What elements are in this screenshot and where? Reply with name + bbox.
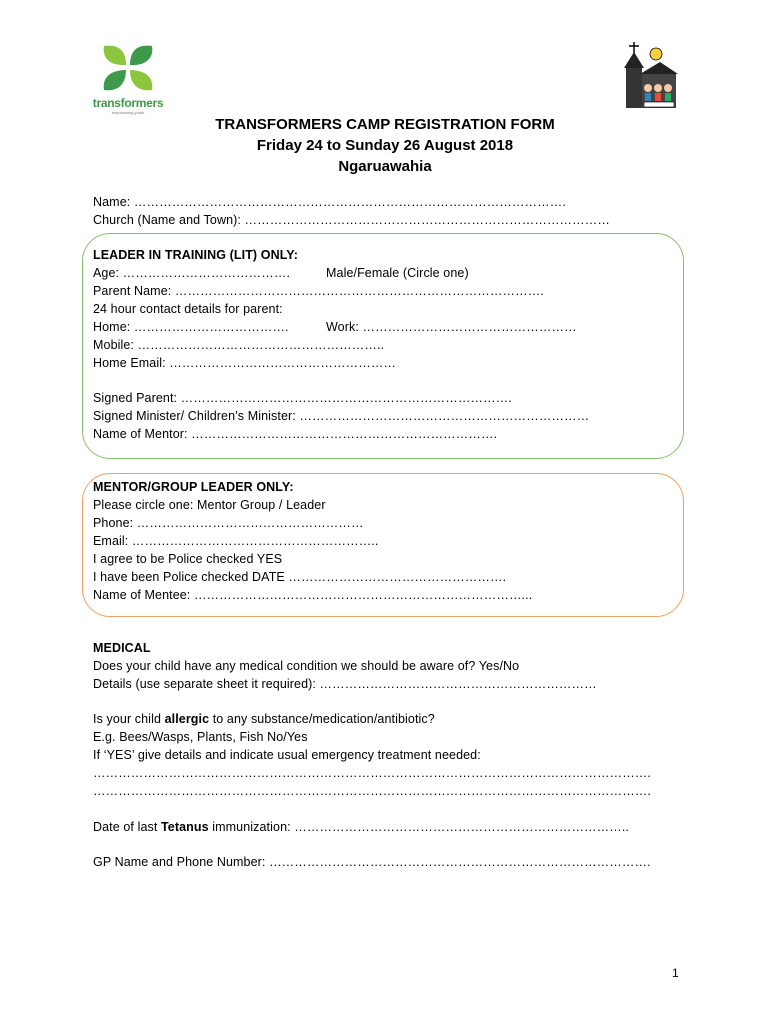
lit-heading: LEADER IN TRAINING (LIT) ONLY: xyxy=(93,248,299,262)
mentor-phone-field[interactable]: Phone: ……………………………………………… xyxy=(93,516,364,530)
tetanus-text-post: immunization: …………………………………………………………………….. xyxy=(208,820,630,834)
gender-field[interactable]: Male/Female (Circle one) xyxy=(326,266,469,280)
allergy-text-bold: allergic xyxy=(164,712,210,726)
medical-heading: MEDICAL xyxy=(93,641,151,655)
title-line-2: Friday 24 to Sunday 26 August 2018 xyxy=(256,137,514,154)
mentor-heading: MENTOR/GROUP LEADER ONLY: xyxy=(93,480,294,494)
contact-heading: 24 hour contact details for parent: xyxy=(93,302,283,316)
tetanus-text-pre: Date of last xyxy=(93,820,161,834)
church-field[interactable]: Church (Name and Town): …………………………………………………………………………… xyxy=(93,213,610,227)
form-title xyxy=(0,114,770,177)
mentee-name-field[interactable]: Name of Mentee: ……………………………………………………………………... xyxy=(93,588,533,602)
gp-field[interactable]: GP Name and Phone Number: ………………………………………………………………………………. xyxy=(93,855,651,869)
home-phone-field[interactable]: Home: ………………………………. xyxy=(93,320,289,334)
signed-minister-field[interactable]: Signed Minister/ Children’s Minister: …………………………………………………………… xyxy=(93,409,590,423)
church-icon xyxy=(620,40,680,112)
signed-parent-field[interactable]: Signed Parent: ……………………………………………………………………. xyxy=(93,391,512,405)
allergy-text-post: to any substance/medication/antibiotic? xyxy=(209,712,435,726)
logo-tagline: empowering youth xyxy=(111,110,145,115)
church-clipart xyxy=(620,40,680,112)
allergy-text-pre: Is your child xyxy=(93,712,165,726)
allergy-question[interactable] xyxy=(93,710,435,728)
cross-leaf-icon xyxy=(96,40,160,96)
mentor-name-field[interactable]: Name of Mentor: ………………………………………………………………. xyxy=(93,427,498,441)
police-agree-field[interactable]: I agree to be Police checked YES xyxy=(93,552,283,566)
parent-name-field[interactable]: Parent Name: ……………………………………………………………………………. xyxy=(93,284,544,298)
name-field[interactable]: Name: …………………………………………………………………………………………. xyxy=(93,195,566,209)
tetanus-text-bold: Tetanus xyxy=(161,820,209,834)
allergy-details-instruction: If ‘YES’ give details and indicate usual emergency treatment needed: xyxy=(93,748,481,762)
page-number: 1 xyxy=(672,966,679,980)
mentor-email-field[interactable]: Email: ………………………………………………….. xyxy=(93,534,379,548)
title-line-1: TRANSFORMERS CAMP REGISTRATION FORM xyxy=(215,116,555,133)
title-line-3: Ngaruawahia xyxy=(338,158,432,175)
transformers-logo xyxy=(88,40,168,116)
logo-wordmark: transformers xyxy=(92,96,164,110)
medical-condition-field[interactable]: Does your child have any medical condition we should be aware of? Yes/No xyxy=(93,659,520,673)
role-circle-field[interactable]: Please circle one: Mentor Group / Leader xyxy=(93,498,326,512)
allergy-details-line-2[interactable]: ……………………………………………………………………………………………………………………. xyxy=(93,784,651,798)
tetanus-field[interactable] xyxy=(93,818,629,836)
police-date-field[interactable]: I have been Police checked DATE ……………………………………………. xyxy=(93,570,507,584)
mobile-field[interactable]: Mobile: ………………………………………………….. xyxy=(93,338,385,352)
age-field[interactable]: Age: …………………………………. xyxy=(93,266,291,280)
home-email-field[interactable]: Home Email: ……………………………………………… xyxy=(93,356,397,370)
medical-details-field[interactable]: Details (use separate sheet it required): ………………………………………………………… xyxy=(93,677,597,691)
allergy-examples-field[interactable]: E.g. Bees/Wasps, Plants, Fish No/Yes xyxy=(93,730,308,744)
work-phone-field[interactable]: Work: …………………………………………… xyxy=(326,320,577,334)
allergy-details-line-1[interactable]: ……………………………………………………………………………………………………………………. xyxy=(93,766,651,780)
